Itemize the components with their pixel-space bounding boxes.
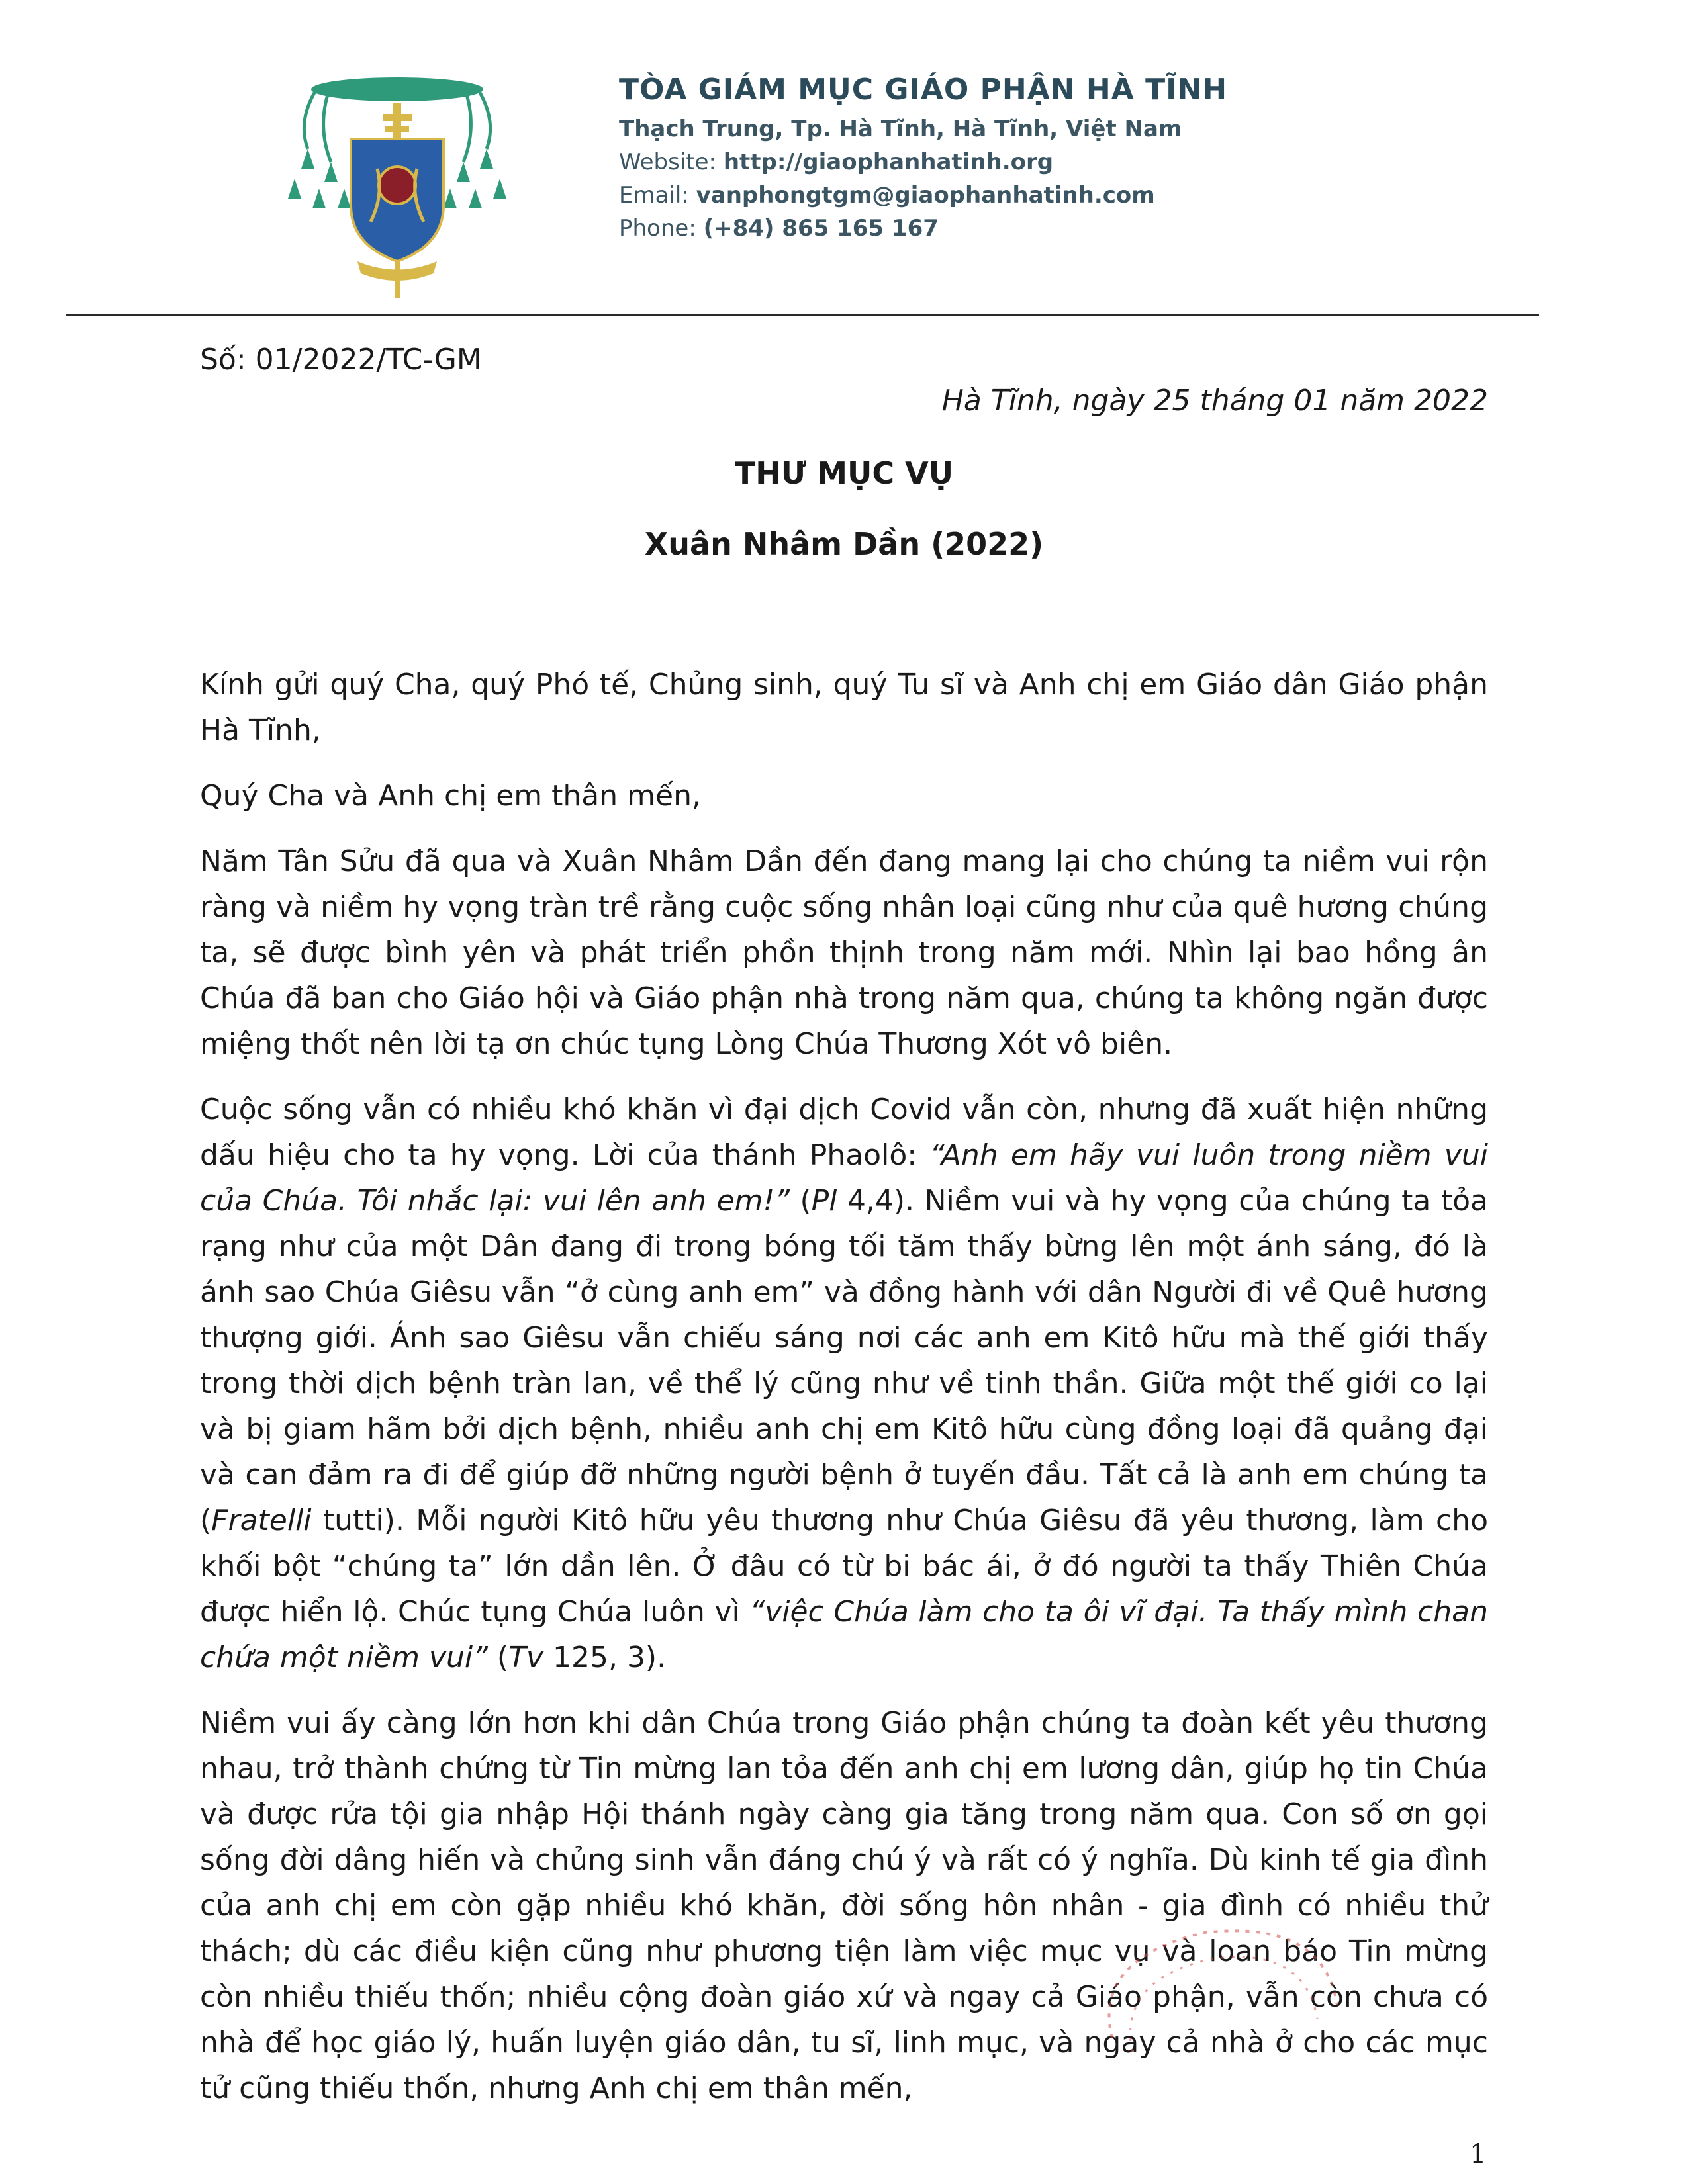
paragraph-3: Niềm vui ấy càng lớn hơn khi dân Chúa trong Giáo phận chúng ta đoàn kết yêu thương nhau, trở thành chứng từ Tin mừng lan tỏa đến anh chị em lương dân, giúp họ tin Chúa và được rửa tội gia nhập Hội thánh ngày càng gia tăng trong năm qua. Con số ơn gọi sống đời dâng hiến và chủng sinh vẫn đáng chú ý và rất có ý nghĩa. Dù kinh tế gia đình của anh chị em còn gặp nhiều khó khăn, đời sống hôn nhân - gia đình có nhiều thử thách; dù các điều kiện cũng như phương tiện làm việc mục vụ và loan báo Tin mừng còn nhiều thiếu thốn; nhiều cộng đoàn giáo xứ và ngay cả Giáo phận, vẫn còn chưa có nhà để học giáo lý, huấn luyện giáo dân, tu sĩ, linh mục, và ngay cả nhà ở cho các mục tử cũng thiếu thốn, nhưng Anh chị em thân mến, — [200, 1706, 1488, 2105]
p2-quote-psalm: “việc Chúa làm cho ta ôi vĩ đại. Ta thấy mình chan chứa một niềm vui” — [200, 1595, 1488, 1674]
paragraph-2 — [200, 1087, 1488, 1680]
document-number: Số: 01/2022/TC-GM — [200, 343, 482, 377]
salutation: Kính gửi quý Cha, quý Phó tế, Chủng sinh, quý Tu sĩ và Anh chị em Giáo dân Giáo phận Hà Tĩnh, — [200, 668, 1488, 747]
email-link[interactable]: vanphongtgm@giaophanhatinh.com — [696, 182, 1155, 208]
seal-stamp-icon — [1072, 1906, 1350, 2065]
p2-ref1-book: Pl — [811, 1184, 837, 1218]
p2-text-b: ( — [789, 1184, 812, 1218]
org-name: TÒA GIÁM MỤC GIÁO PHẬN HÀ TĨNH — [619, 73, 1228, 107]
greeting: Quý Cha và Anh chị em thân mến, — [200, 779, 701, 813]
p2-text-d: ( — [487, 1641, 509, 1674]
p2-text-a: Cuộc sống vẫn có nhiều khó khăn vì đại dịch Covid vẫn còn, nhưng đã xuất hiện những dấu hiệu cho ta hy vọng. Lời của thánh Phaolô: — [200, 1093, 1488, 1172]
phone-number: (+84) 865 165 167 — [703, 215, 939, 242]
page-number: 1 — [1470, 2139, 1487, 2169]
p2-ref2-book: Tv — [508, 1641, 543, 1674]
org-address: Thạch Trung, Tp. Hà Tĩnh, Hà Tĩnh, Việt Nam — [619, 116, 1182, 142]
document-title: THƯ MỤC VỤ — [734, 455, 954, 491]
p2-ref1-rest: 4,4). Niềm vui và hy vọng của chúng ta tỏa rạng như của một Dân đang đi trong bóng tối tăm thấy bừng lên một ánh sáng, đó là ánh sao Chúa Giêsu vẫn “ở cùng anh em” và đồng hành với dân Người đi về Quê hương thượng giới. Ánh sao Giêsu vẫn chiếu sáng nơi các anh em Kitô hữu mà thế giới thấy trong thời dịch bệnh tràn lan, về thể lý cũng như về tinh thần. Giữa một thế giới co lại và bị giam hãm bởi dịch bệnh, nhiều anh chị em Kitô hữu cùng đồng loại đã quảng đại và can đảm ra đi để giúp đỡ những người bệnh ở tuyến đầu. Tất cả là anh em chúng ta ( — [200, 1184, 1488, 1537]
email-label: Email: — [619, 182, 689, 208]
p2-ref2-rest: 125, 3). — [543, 1641, 667, 1674]
phone-label: Phone: — [619, 215, 696, 242]
p2-text-c: tutti). Mỗi người Kitô hữu yêu thương như Chúa Giêsu đã yêu thương, làm cho khối bột “chúng ta” lớn dần lên. Ở đâu có từ bi bác ái, ở đó người ta thấy Thiên Chúa được hiển lộ. Chúc tụng Chúa luôn vì — [200, 1504, 1488, 1629]
document-date: Hà Tĩnh, ngày 25 tháng 01 năm 2022 — [941, 384, 1488, 418]
document-subtitle: Xuân Nhâm Dần (2022) — [644, 526, 1044, 562]
org-phone — [619, 215, 1546, 242]
org-email — [619, 182, 1546, 208]
paragraph-1: Năm Tân Sửu đã qua và Xuân Nhâm Dần đến đang mang lại cho chúng ta niềm vui rộn ràng và niềm hy vọng tràn trề rằng cuộc sống nhân loại cũng như của quê hương chúng ta, sẽ được bình yên và phát triển phồn thịnh trong năm mới. Nhìn lại bao hồng ân Chúa đã ban cho Giáo hội và Giáo phận nhà trong năm qua, chúng ta không ngăn được miệng thốt nên lời tạ ơn chúc tụng Lòng Chúa Thương Xót vô biên. — [200, 844, 1488, 1061]
letterhead-block — [619, 73, 1546, 248]
episcopal-coat-of-arms-icon — [278, 63, 516, 301]
website-link[interactable]: http://giaophanhatinh.org — [723, 149, 1054, 175]
org-website — [619, 149, 1546, 175]
header-divider — [66, 314, 1539, 316]
website-label: Website: — [619, 149, 716, 175]
p2-fratelli: Fratelli — [211, 1504, 312, 1537]
p2-quote-philippians: “Anh em hãy vui luôn trong niềm vui của Chúa. Tôi nhắc lại: vui lên anh em!” — [200, 1138, 1488, 1218]
